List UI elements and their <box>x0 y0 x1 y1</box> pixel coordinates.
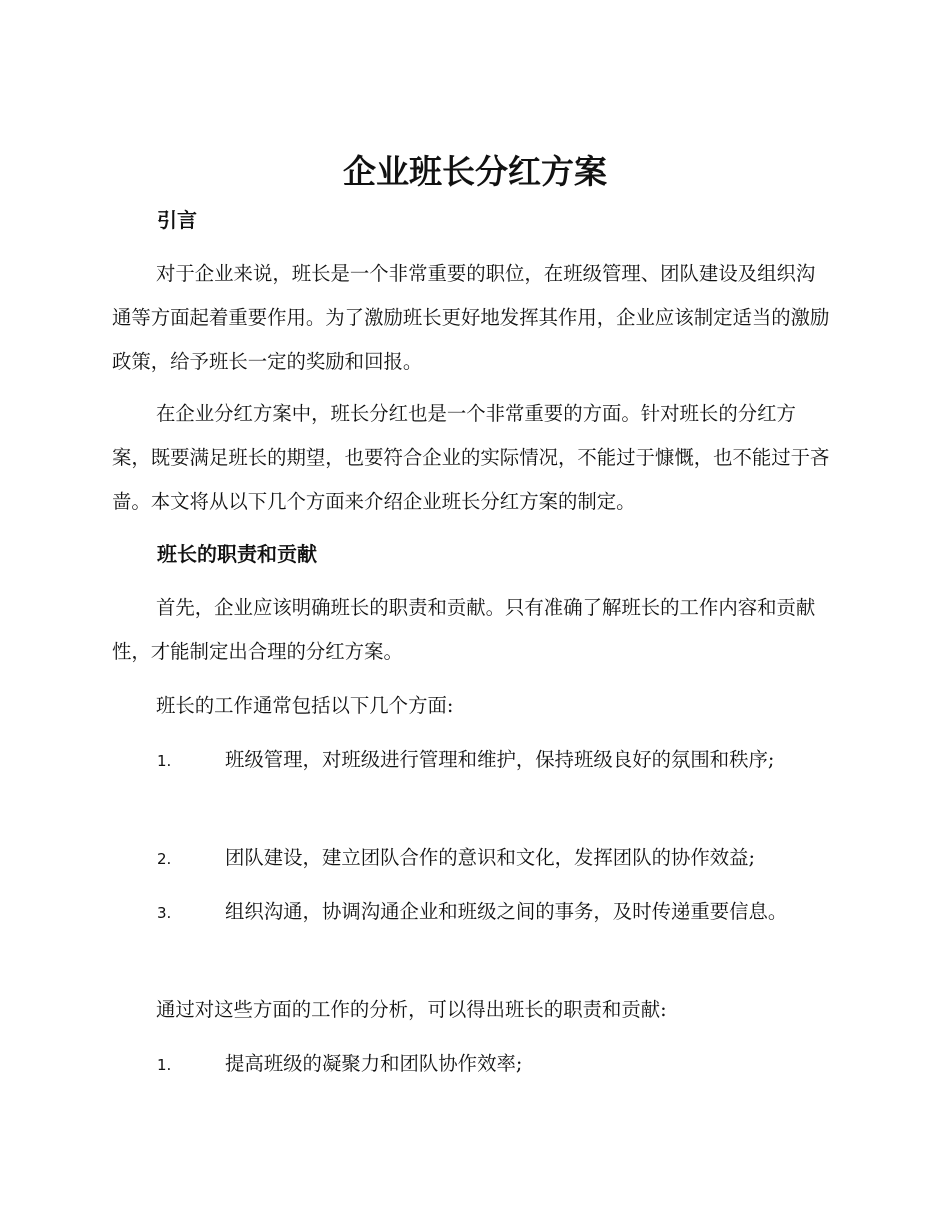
duties-paragraph-2: 班长的工作通常包括以下几个方面: <box>156 694 454 717</box>
list-item <box>112 1042 822 1087</box>
section-heading-intro: 引言 <box>157 208 197 232</box>
list-number: 1. <box>157 752 172 770</box>
list-number: 3. <box>157 904 172 922</box>
list-text: 班级管理，对班级进行管理和维护，保持班级良好的氛围和秩序; <box>225 748 775 771</box>
list-text: 提高班级的凝聚力和团队协作效率; <box>225 1052 523 1075</box>
document-title: 企业班长分红方案 <box>343 152 607 191</box>
duties-paragraph-1: 首先，企业应该明确班长的职责和贡献。只有准确了解班长的工作内容和贡献性，才能制定出合理的分红方案。 <box>112 596 816 663</box>
list-item <box>112 836 822 881</box>
list-item <box>112 738 822 783</box>
duties-paragraph-3: 通过对这些方面的工作的分析，可以得出班长的职责和贡献: <box>156 998 667 1021</box>
list-text: 团队建设，建立团队合作的意识和文化，发挥团队的协作效益; <box>225 846 756 869</box>
section-heading-duties: 班长的职责和贡献 <box>157 542 317 566</box>
intro-paragraph-2: 在企业分红方案中，班长分红也是一个非常重要的方面。针对班长的分红方案，既要满足班长的期望，也要符合企业的实际情况，不能过于慷慨，也不能过于吝啬。本文将从以下几个方面来介绍企业班长分红方案的制定。 <box>112 402 830 513</box>
list-text: 组织沟通，协调沟通企业和班级之间的事务，及时传递重要信息。 <box>225 900 788 923</box>
list-number: 1. <box>157 1056 172 1074</box>
intro-paragraph-1: 对于企业来说，班长是一个非常重要的职位，在班级管理、团队建设及组织沟通等方面起着重要作用。为了激励班长更好地发挥其作用，企业应该制定适当的激励政策，给予班长一定的奖励和回报。 <box>112 262 830 373</box>
list-item <box>112 890 822 935</box>
list-number: 2. <box>157 850 172 868</box>
